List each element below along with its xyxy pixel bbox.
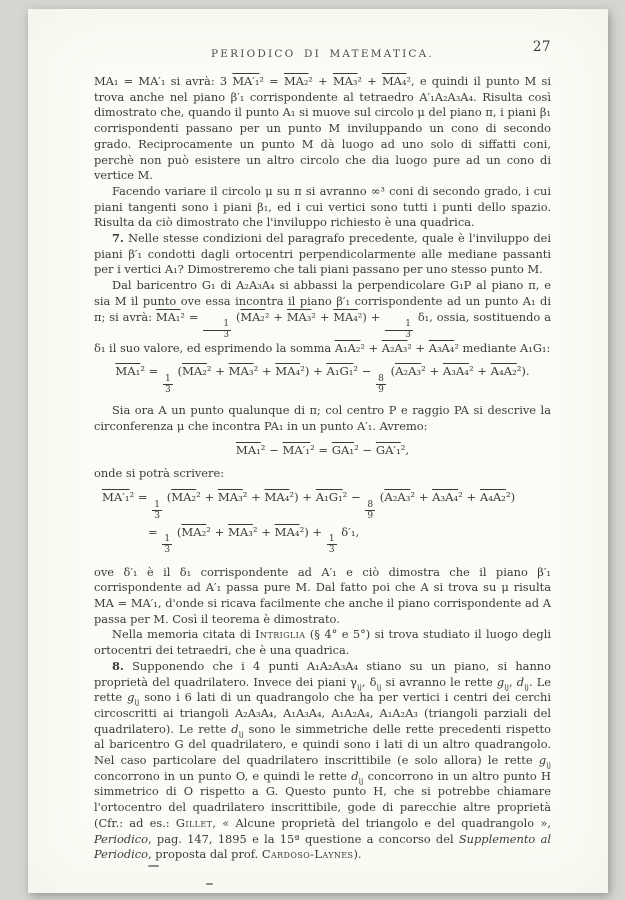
fraction: $\frac{1}{3}$ — [203, 320, 231, 341]
overline-term: MA₄ — [274, 524, 300, 539]
overline-term: MA₄ — [264, 490, 290, 505]
overline-term: A₄A₂ — [479, 490, 506, 505]
overline-term: GA₁ — [331, 442, 355, 457]
display-formula: MA₁² − MA′₁² = GA₁² − GA′₁², — [235, 442, 410, 457]
paragraph: Dal baricentro G₁ di A₂A₃A₄ si abbassi la perpendicolare G₁P al piano π, e sia M il punto ove essa incontra il piano β′₁ corrispondente ad un punto A₁ di π; si avrà: MA₁² = $\frac{1}{3}$ (MA₂² + MA₃² + MA₄²) + $\frac{1}{3}$ δ₁, ossia, sostituendo a δ₁ il suo valore, ed esprimendo la somma A₁A₂² + A₂A₃² + A₃A₄² mediante A₁G₁: — [94, 278, 551, 355]
overline-term: MA₃ — [228, 524, 253, 539]
fraction: $\frac{1}{3}$ — [154, 499, 161, 521]
overline-term: MA′₁ — [102, 490, 130, 505]
scan-mark — [206, 883, 213, 885]
scan-mark — [148, 865, 159, 867]
paragraph: ove δ′₁ è il δ₁ corrispondente ad A′₁ e ciò dimostra che il piano β′₁ corrispondente ad A′₁ passa pure M. Dal fatto poi che A si trova su μ risulta MA = MA′₁, d'onde si ricava facilmente che anche il piano corrispondente ad A passa per M. Così il teorema è dimostrato. — [94, 564, 551, 626]
fraction: $\frac{1}{3}$ — [328, 534, 335, 556]
overline-term: MA₃ — [286, 309, 312, 324]
overline-term: MA₂ — [283, 74, 309, 88]
overline-term: MA₃ — [217, 490, 243, 505]
overline-term: A₁A₂ — [334, 340, 361, 355]
overline-term: MA₂ — [181, 524, 207, 539]
overline-term: A₂A₃ — [381, 340, 408, 355]
overline-term: MA₁ — [115, 364, 141, 379]
overline-term: A₄A₂ — [490, 364, 517, 379]
formula-line: = $\frac{1}{3}$ (MA₂² + MA₃² + MA₄²) + $\frac{1}{3}$ δ′₁, — [148, 524, 360, 556]
overline-term: MA′₁ — [232, 74, 260, 88]
journal-title: PERIODICO DI MATEMATICA. — [211, 48, 434, 60]
overline-term: A₃A₄ — [432, 490, 459, 505]
overline-term: MA₃ — [228, 364, 254, 379]
overline-term: MA₂ — [182, 364, 207, 379]
overline-term: A₂A₃ — [384, 490, 411, 505]
fraction: $\frac{1}{3}$ — [165, 373, 171, 396]
paragraph: 8. Supponendo che i 4 punti A₁A₂A₃A₄ stiano su un piano, si hanno proprietà del quadrilatero. Invece dei piani $\gamma_{ij}$, $\delta_{ij}$ si avranno le rette $g_{ij}$, $d_{ij}$. Le rette $g_{ij}$ sono i 6 lati di un quadrangolo che ha per vertici i centri dei cerchi circoscritti ai triangoli A₂A₃A₄, A₁A₃A₄, A₁A₂A₄, A₁A₂A₃ (triangoli parziali del quadrilatero). Le rette $d_{ij}$ sono le simmetriche delle rette precedenti rispetto al baricentro G del quadrilatero, e quindi sono i lati di un altro quadrangolo. Nel caso particolare del quadrilatero inscrittibile (e solo allora) le rette $g_{ij}$ concorrono in un punto O, e quindi le rette $d_{ij}$ concorrono in un altro punto H simmetrico di O rispetto a G. Questo punto H, che si potrebbe chiamare l'ortocentro del quadrilatero inscrittibile, gode di parecchie altre proprietà (Cfr.: ad es.: Gillet, « Alcune proprietà del triangolo e del quadrangolo », Periodico, pag. 147, 1895 e la 15ª questione a concorso del Supplemento al Periodico, proposta dal prof. Cardoso-Laynes). — [94, 658, 552, 862]
overline-term: A₃A₄ — [442, 364, 469, 379]
page-number: 27 — [532, 39, 551, 55]
fraction: $\frac{1}{3}$ — [385, 320, 413, 341]
journal-page — [28, 9, 608, 893]
formula-line: MA′₁² = $\frac{1}{3}$ (MA₂² + MA₃² + MA₄²) + A₁G₁² − $\frac{8}{9}$ (A₂A₃² + A₃A₄² + A₄A₂²) — [102, 490, 516, 521]
paragraph: MA₁ = MA′₁ si avrà: 3 MA′₁² = MA₂² + MA₃² + MA₄², e quindi il punto M si trova anche nel piano β′₁ corrispondente al tetraedro A′₁A₂A₃A₄. Risulta così dimostrato che, quando il punto A₁ si muove sul circolo μ del piano π, i piani β₁ corrispondenti passano per un punto M inviluppando un cono di secondo grado. Reciprocamente un punto M dà luogo ad uno solo di siffatti coni, perchè non può esistere un altro circolo che dia luogo pure ad un cono di vertice M. — [94, 74, 552, 183]
paragraph: Facendo variare il circolo μ su π si avranno ∞³ coni di secondo grado, i cui piani tangenti sono i piani β₁, ed i cui vertici sono tutti i punti dello spazio. Risulta da ciò dimostrato che l'inviluppo richiesto è una quadrica. — [94, 183, 551, 230]
overline-term: GA′₁ — [375, 442, 401, 457]
overline-term: MA′₁ — [282, 442, 311, 457]
paragraph: Sia ora A un punto qualunque di π; col centro P e raggio PA si descrive la circonferenza μ che incontra PA₁ in un punto A′₁. Avremo: — [94, 403, 551, 433]
overline-term: MA₂ — [240, 309, 265, 324]
overline-term: MA₄ — [381, 74, 407, 88]
fraction: $\frac{8}{9}$ — [378, 373, 384, 396]
overline-term: A₁G₁ — [326, 364, 354, 379]
overline-term: MA₄ — [333, 309, 358, 324]
page-inner — [28, 9, 608, 863]
fraction: $\frac{1}{3}$ — [164, 534, 171, 556]
display-formula — [94, 489, 551, 555]
overline-term: A₃A₄ — [428, 340, 455, 355]
paragraph: Nella memoria citata di Intriglia (§ 4° e 5°) si trova studiato il luogo degli ortocentri dei tetraedri, che è una quadrica. — [94, 627, 551, 658]
overline-term: MA₁ — [155, 309, 181, 324]
paragraph: onde si potrà scrivere: — [94, 465, 225, 480]
page-header — [94, 39, 551, 61]
page-body — [94, 74, 551, 863]
overline-term: A₁G₁ — [315, 490, 343, 505]
overline-term: MA₁ — [235, 442, 261, 457]
overline-term: MA₄ — [275, 364, 301, 379]
paragraph: 7. Nelle stesse condizioni del paragrafo precedente, quale è l'inviluppo dei piani β′₁ condotti dagli ortocentri perpendicolarmente alle mediane passanti per i vertici A₁? Dimostreremo che tali piani passano per uno stesso punto M. — [94, 231, 551, 277]
overline-term: MA₃ — [332, 74, 358, 88]
overline-term: A₂A₃ — [395, 364, 422, 379]
display-formula: MA₁² = $\frac{1}{3}$ (MA₂² + MA₃² + MA₄²) + A₁G₁² − $\frac{8}{9}$ (A₂A₃² + A₃A₄² + A₄A₂²). — [115, 364, 530, 396]
fraction: $\frac{8}{9}$ — [367, 499, 374, 521]
overline-term: MA₂ — [171, 490, 197, 505]
